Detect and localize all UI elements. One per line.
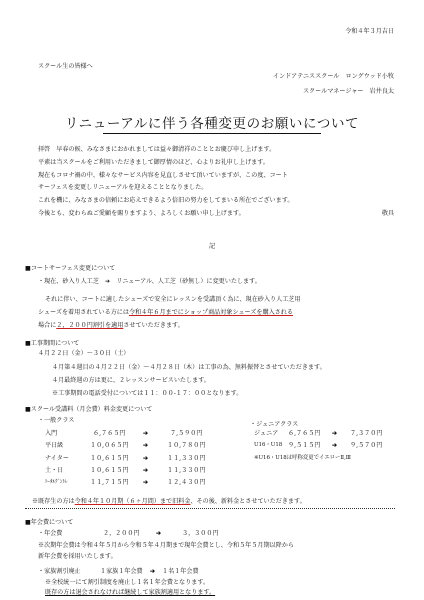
construction-line: ４月第４週目の４月２２日（金）～４月２８日（木）は工事の為、無料振替とさせていただきます。 <box>52 364 326 371</box>
fee-new: １２,４３０円 <box>167 479 206 487</box>
annual-fee-old: ２，２００円 <box>103 530 140 537</box>
junior-class-label: ・ジュニアクラス <box>250 421 299 428</box>
sender-person: スクールマネージャー 岩井良太 <box>302 88 394 95</box>
greeting-line: これを機に、みなさまの信頼にお応えできるよう倍旧の努力をしてまいる所在でございます。 <box>38 197 294 205</box>
fee-old: １０,６１５円 <box>90 466 129 474</box>
family-old-policy: １家族１年会費 <box>100 568 143 575</box>
fee-row <box>254 455 414 467</box>
construction-line: ４月最終週の方は更に、２レッスンサービスいたします。 <box>52 377 210 384</box>
court-deadline: 令和４年６月までにショップ商品対象シューズを購入される <box>128 309 293 316</box>
arrow-right-icon: ➔ <box>150 568 156 575</box>
family-note-line: ※全校統一にて割引制度を廃止し１名１年会費となります。 <box>45 579 210 586</box>
court-note-text: させていただきます。 <box>123 322 184 329</box>
fee-class-name: ナイター <box>45 454 69 462</box>
fee-old: １０,６１５円 <box>90 454 129 462</box>
family-discount-label: ・家族割引廃止 <box>38 568 81 575</box>
fee-class-name: ジュニア <box>254 430 279 437</box>
fee-row <box>45 455 245 467</box>
greeting-line: 平素は当スクールをご利用いただきまして御厚情のほど、心よりお礼申し上げます。 <box>38 158 269 166</box>
fee-new: ９,５７０円 <box>350 442 383 450</box>
arrow-right-icon: ➔ <box>143 442 149 450</box>
note-text: 、その後、新料金とさせていただきます。 <box>190 498 306 505</box>
fee-new: ７,３７０円 <box>350 430 383 437</box>
court-change: ・現在、砂入り人工芝 ➔ リニューアル、人工芝（砂無し）に変更いたします。 <box>38 278 261 285</box>
arrow-right-icon: ➔ <box>332 430 338 437</box>
date: 令和４年３月吉日 <box>345 28 394 35</box>
fee-class-name: 平日級 <box>45 442 64 450</box>
recipient: スクール生の皆様へ <box>38 63 93 70</box>
fee-row <box>254 430 414 442</box>
ki-mark: 記 <box>208 243 216 250</box>
construction-line: ※工事期間の電話受付については１１：００-１７：００となります。 <box>52 390 243 397</box>
court-note-line: それに伴い、コートに適したシューズで安全にレッスンを受講頂く為に、現在砂入り人工芝用 <box>45 296 301 303</box>
old-fee-period: 令和４年１０月期（６ヶ月間）まで旧料金 <box>74 498 191 505</box>
fee-new: １０,７８０円 <box>167 442 206 450</box>
arrow-right-icon: ➔ <box>143 466 149 474</box>
arrow-right-icon: ➔ <box>332 442 338 450</box>
annual-fee-new: ３，３００円 <box>182 530 219 537</box>
greeting-line: 今後とも、変わらぬご愛顧を賜りますよう、よろしくお願い申し上げます。 <box>38 209 245 217</box>
annual-fee-row <box>38 530 278 540</box>
fee-new: ７,５９０円 <box>170 430 203 437</box>
greeting-line: 拝啓 早春の候、みなさまにおかれましては益々御清祥のこととお慶び申し上げます。 <box>38 146 276 153</box>
current-member-note <box>32 498 306 506</box>
fee-class-name: ﾄｰﾀﾙｸﾞﾝﾄﾚ <box>45 479 68 486</box>
fee-row <box>45 430 245 442</box>
annual-note-line: ※次期年会費は令和４年５月から令和５年４月期まで現年会費とし、令和５年５月期以降から <box>38 542 294 549</box>
fee-old: １０,０６５円 <box>90 442 129 450</box>
title-underline <box>103 133 321 134</box>
arrow-right-icon: ➔ <box>143 430 149 437</box>
annual-note-line: 新年会費を採用いたします。 <box>38 553 117 560</box>
fee-class-name: 入門 <box>45 430 58 437</box>
fee-row <box>45 467 245 479</box>
family-new-policy: １名１年会費 <box>162 568 199 575</box>
family-discount-row <box>38 568 278 578</box>
arrow-right-icon: ➔ <box>143 454 149 462</box>
family-note-line: 既存の方は退会されなければ継続して家族割適用となります。 <box>45 589 216 596</box>
fee-row <box>45 479 245 491</box>
sender-org: インドアテニススクール ロングウッド小牧 <box>272 73 394 80</box>
dotted-divider <box>25 508 395 509</box>
arrow-right-icon: ➔ <box>143 479 149 487</box>
court-discount: ２，２００円割引を適用 <box>56 322 124 329</box>
fee-old: ６,７６５円 <box>288 430 321 437</box>
court-heading: ■コートサーフェス変更について <box>25 265 116 272</box>
general-fee-table <box>45 430 245 491</box>
fee-row <box>45 442 245 454</box>
fee-old: ９,５１５円 <box>288 442 321 450</box>
note-text: ※既存生の方は <box>32 498 75 505</box>
fees-heading: ■スクール受講料（月会費）料金変更について <box>25 406 153 413</box>
greeting-line: 現在もコロナ禍の中、様々なサービス内容を見直しさせて頂いていますが、この度、コート <box>38 171 288 179</box>
junior-note: ※U16・U18は呼称変更でイエローⅡ,Ⅲ <box>254 454 351 461</box>
fee-old: １１,７１５円 <box>90 479 129 487</box>
greeting-paragraph <box>38 146 293 223</box>
arrow-right-icon: ➔ <box>156 530 162 537</box>
court-note-text: シューズを着用されている方には <box>38 309 129 316</box>
court-note-line <box>38 322 184 330</box>
fee-row <box>254 442 414 454</box>
annual-heading: ■年会費について <box>25 519 74 526</box>
closing: 敬具 <box>381 210 394 217</box>
fee-new: １１,３３０円 <box>167 454 206 462</box>
general-class-label: ・一般クラス <box>38 417 75 424</box>
junior-fee-table <box>254 430 414 467</box>
court-note-text: 場合に <box>38 322 57 329</box>
court-note-line <box>38 309 293 317</box>
fee-old: ６,７６５円 <box>93 430 126 437</box>
fee-new: １１,３３０円 <box>167 466 206 474</box>
construction-heading: ■工事期間について <box>25 340 80 347</box>
annual-fee-label: ・年会費 <box>38 530 63 537</box>
fee-class-name: 土・日 <box>45 466 64 474</box>
greeting-line: サーフェスを変更しリニューアルを迎えることとなりました。 <box>38 184 208 192</box>
construction-period: ４月２２日（金）～３０日（土） <box>38 350 130 357</box>
page-title: リニューアルに伴う各種変更のお願いについて <box>64 116 360 132</box>
fee-class-name: U16・U18 <box>254 442 283 449</box>
